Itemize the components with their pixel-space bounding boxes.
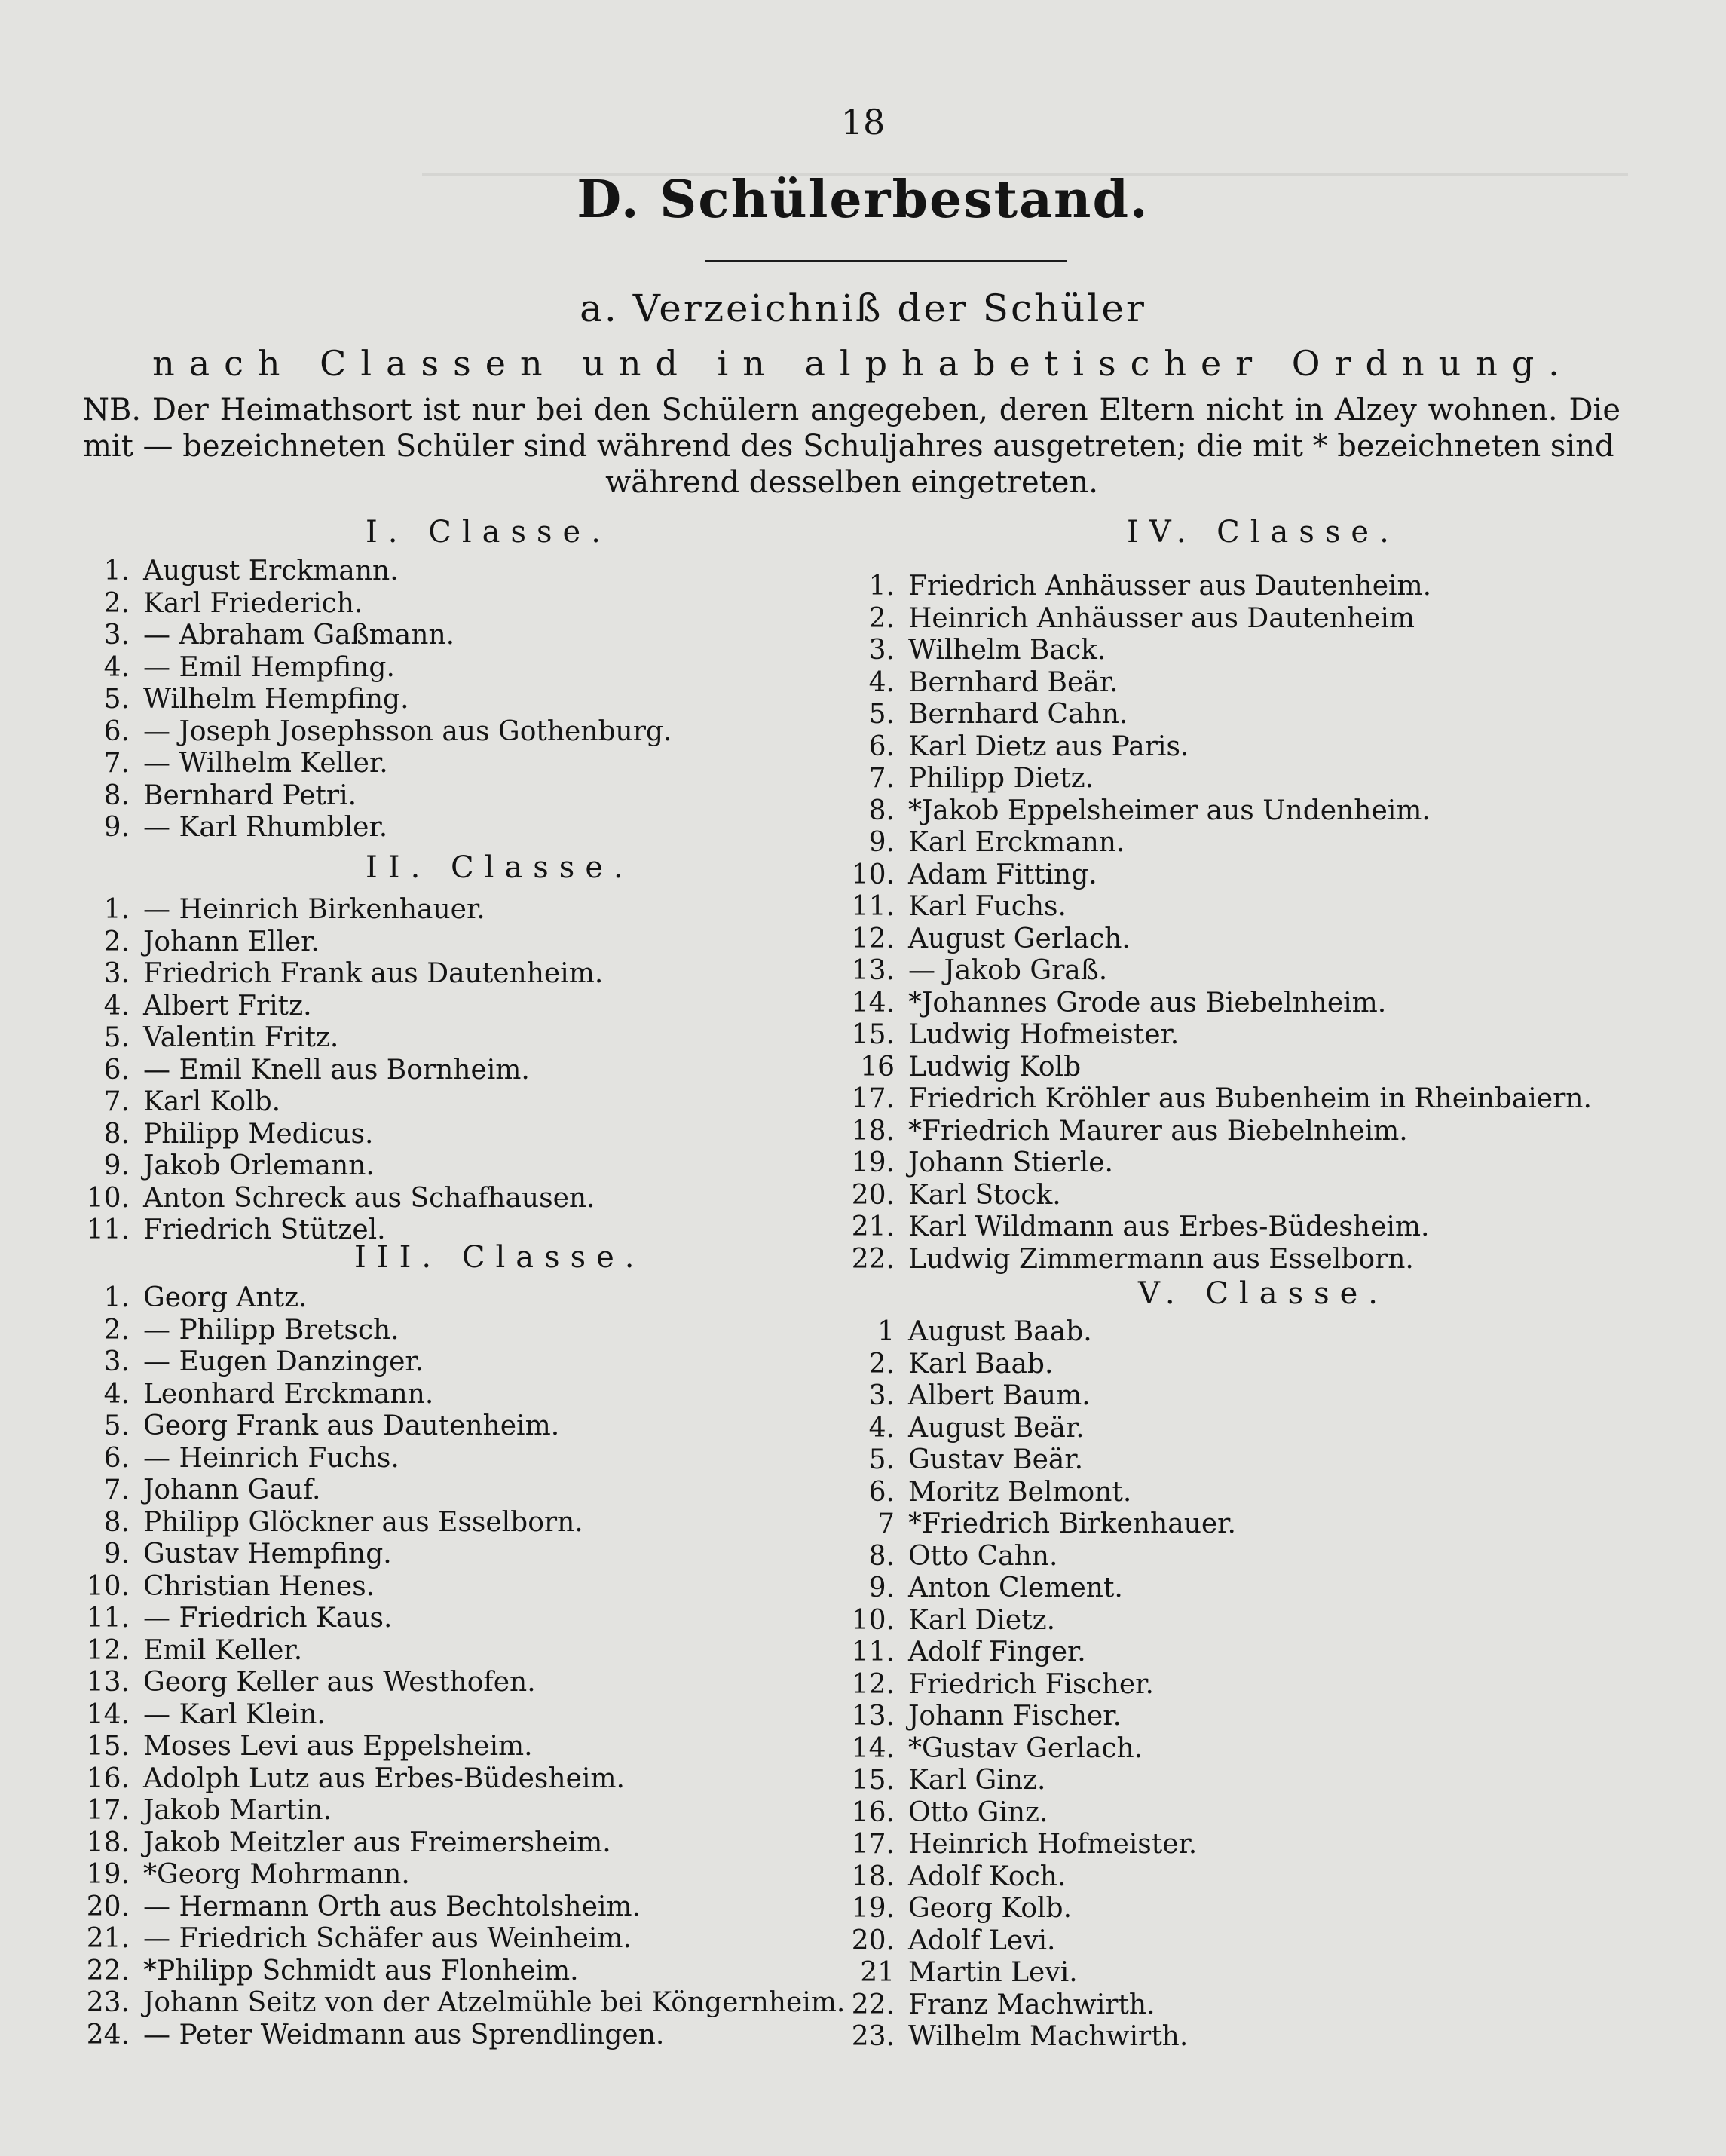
list-item: 5. Valentin Fritz.: [103, 1022, 339, 1053]
class-list-v: [848, 1316, 1236, 2053]
class-list-iii: [83, 1282, 845, 2051]
list-item: 10. Christian Henes.: [86, 1570, 375, 1602]
list-item: 5. Gustav Beär.: [868, 1444, 1084, 1475]
list-item: 17. Jakob Martin.: [86, 1795, 332, 1826]
list-item: 2. Johann Eller.: [103, 926, 320, 957]
list-item: 3. — Eugen Danzinger.: [103, 1346, 424, 1377]
list-item: 1. Georg Antz.: [103, 1282, 308, 1313]
list-item: 9. Anton Clement.: [868, 1573, 1123, 1603]
list-subheading: nach Classen und in alphabetischer Ordnung.: [152, 343, 1574, 384]
list-item: 17. Heinrich Hofmeister.: [851, 1829, 1198, 1860]
list-item: 13. Georg Keller aus Westhofen.: [86, 1667, 536, 1698]
list-item: 6. — Emil Knell aus Bornheim.: [103, 1054, 530, 1086]
list-item: 12. Emil Keller.: [86, 1634, 303, 1666]
list-item: 6. Moritz Belmont.: [868, 1476, 1132, 1508]
list-item: 13. Johann Fischer.: [851, 1701, 1122, 1732]
list-item: 16. Adolph Lutz aus Erbes-Büdesheim.: [86, 1762, 625, 1794]
list-item: 7. Johann Gauf.: [103, 1475, 321, 1505]
list-item: 5. Georg Frank aus Dautenheim.: [103, 1410, 560, 1441]
list-item: 23. Johann Seitz von der Atzelmühle bei Köngernheim.: [86, 1987, 846, 2018]
list-item: 9. Karl Erckmann.: [868, 827, 1125, 858]
list-item: 10. Adam Fitting.: [851, 859, 1097, 890]
list-heading: a. Verzeichniß der Schüler: [580, 286, 1146, 330]
list-item: 15. Moses Levi aus Eppelsheim.: [86, 1731, 533, 1762]
list-item: 22. *Philipp Schmidt aus Flonheim.: [86, 1955, 579, 1986]
list-item: 7. Karl Kolb.: [103, 1086, 281, 1117]
note-line: NB. Der Heimathsort ist nur bei den Schülern angegeben, deren Eltern nicht in Alzey wohnen. Die: [83, 393, 1620, 427]
list-item: 3. Wilhelm Back.: [868, 635, 1106, 666]
list-item: 21. Karl Wildmann aus Erbes-Büdesheim.: [851, 1211, 1430, 1242]
list-item: 20. — Hermann Orth aus Bechtolsheim.: [86, 1891, 641, 1922]
title-rule: [705, 260, 1067, 262]
list-item: 13. — Jakob Graß.: [851, 955, 1108, 986]
note-paragraph: [83, 392, 1620, 501]
list-item: 3. — Abraham Gaßmann.: [103, 620, 455, 651]
class-list-iv: [848, 571, 1592, 1276]
list-item: 1. — Heinrich Birkenhauer.: [103, 894, 485, 925]
class-heading-iv: IV. Classe.: [1127, 515, 1400, 550]
list-item: 4. August Beär.: [868, 1412, 1085, 1444]
class-list-ii: [83, 894, 603, 1247]
list-item: 7. Philipp Dietz.: [868, 763, 1094, 794]
list-item: 4. — Emil Hempfing.: [103, 651, 395, 683]
list-item: 10. Anton Schreck aus Schafhausen.: [86, 1182, 595, 1214]
list-item: 18. *Friedrich Maurer aus Biebelnheim.: [851, 1115, 1408, 1147]
list-item: 3. Albert Baum.: [868, 1380, 1091, 1411]
list-item: 15. Karl Ginz.: [851, 1765, 1046, 1796]
list-item: 22. Franz Machwirth.: [851, 1989, 1155, 2020]
list-item: 8. Philipp Glöckner aus Esselborn.: [103, 1506, 583, 1538]
section-title: D. Schülerbestand.: [577, 170, 1149, 230]
list-item: 6. — Heinrich Fuchs.: [103, 1442, 399, 1474]
list-item: 7 *Friedrich Birkenhauer.: [877, 1508, 1236, 1539]
list-item: 6. — Joseph Josephsson aus Gothenburg.: [103, 715, 672, 747]
list-item: 8. Bernhard Petri.: [103, 779, 357, 811]
list-item: 4. Albert Fritz.: [103, 990, 312, 1021]
list-item: 3. Friedrich Frank aus Dautenheim.: [103, 958, 604, 989]
list-item: 14. *Johannes Grode aus Biebelnheim.: [851, 987, 1387, 1018]
list-item: 4. Leonhard Erckmann.: [103, 1378, 434, 1410]
list-item: 5. Wilhelm Hempfing.: [103, 684, 409, 715]
list-item: 6. Karl Dietz aus Paris.: [868, 730, 1189, 762]
list-item: 12. Friedrich Fischer.: [851, 1668, 1154, 1700]
list-item: 16. Otto Ginz.: [851, 1796, 1048, 1828]
list-item: 15. Ludwig Hofmeister.: [851, 1019, 1180, 1050]
list-item: 16 Ludwig Kolb: [860, 1051, 1082, 1083]
list-item: 8. Otto Cahn.: [868, 1540, 1058, 1572]
list-item: 1 August Baab.: [877, 1316, 1092, 1347]
list-item: 12. August Gerlach.: [851, 923, 1131, 954]
list-item: 2. — Philipp Bretsch.: [103, 1314, 399, 1346]
list-item: 8. *Jakob Eppelsheimer aus Undenheim.: [868, 795, 1431, 826]
list-item: 19. Johann Stierle.: [851, 1147, 1113, 1178]
list-item: 4. Bernhard Beär.: [868, 666, 1119, 698]
list-item: 1. Friedrich Anhäusser aus Dautenheim.: [868, 571, 1432, 602]
list-item: 10. Karl Dietz.: [851, 1604, 1056, 1636]
list-item: 14. — Karl Klein.: [86, 1698, 326, 1730]
list-item: 9. — Karl Rhumbler.: [103, 812, 388, 843]
list-item: 2. Karl Baab.: [868, 1348, 1054, 1380]
list-item: 21. — Friedrich Schäfer aus Weinheim.: [86, 1923, 632, 1954]
list-item: 7. — Wilhelm Keller.: [103, 748, 388, 779]
list-item: 20. Adolf Levi.: [851, 1925, 1056, 1956]
note-line: während desselben eingetreten.: [605, 465, 1098, 500]
list-item: 11. Friedrich Stützel.: [86, 1214, 386, 1245]
list-item: 11. Adolf Finger.: [851, 1637, 1086, 1668]
list-item: 11. Karl Fuchs.: [851, 891, 1067, 922]
page-number: 18: [840, 102, 886, 142]
list-item: 5. Bernhard Cahn.: [868, 699, 1128, 730]
class-heading-v: V. Classe.: [1138, 1276, 1389, 1311]
note-line: mit — bezeichneten Schüler sind während des Schuljahres ausgetreten; die mit * bezeichneten sind: [83, 429, 1614, 464]
list-item: 8. Philipp Medicus.: [103, 1118, 374, 1150]
list-item: 19. *Georg Mohrmann.: [86, 1859, 410, 1890]
list-item: 21 Martin Levi.: [860, 1957, 1078, 1988]
list-item: 11. — Friedrich Kaus.: [86, 1603, 393, 1634]
list-item: 1. August Erckmann.: [103, 556, 399, 586]
class-heading-ii: II. Classe.: [366, 850, 634, 885]
list-item: 9. Jakob Orlemann.: [103, 1150, 375, 1181]
list-item: 19. Georg Kolb.: [851, 1893, 1073, 1924]
class-heading-iii: III. Classe.: [354, 1240, 645, 1275]
list-item: 17. Friedrich Kröhler aus Bubenheim in Rheinbaiern.: [851, 1083, 1592, 1114]
list-item: 14. *Gustav Gerlach.: [851, 1732, 1143, 1764]
list-item: 2. Karl Friederich.: [103, 587, 363, 619]
list-item: 22. Ludwig Zimmermann aus Esselborn.: [851, 1243, 1414, 1275]
list-item: 9. Gustav Hempfing.: [103, 1539, 392, 1570]
list-item: 24. — Peter Weidmann aus Sprendlingen.: [86, 2019, 665, 2050]
list-item: 20. Karl Stock.: [851, 1179, 1061, 1211]
list-item: 2. Heinrich Anhäusser aus Dautenheim: [868, 602, 1415, 634]
list-item: 23. Wilhelm Machwirth.: [851, 2021, 1189, 2052]
class-heading-i: I. Classe.: [366, 515, 611, 550]
class-list-i: [83, 556, 672, 844]
list-item: 18. Jakob Meitzler aus Freimersheim.: [86, 1827, 611, 1858]
list-item: 18. Adolf Koch.: [851, 1860, 1067, 1892]
